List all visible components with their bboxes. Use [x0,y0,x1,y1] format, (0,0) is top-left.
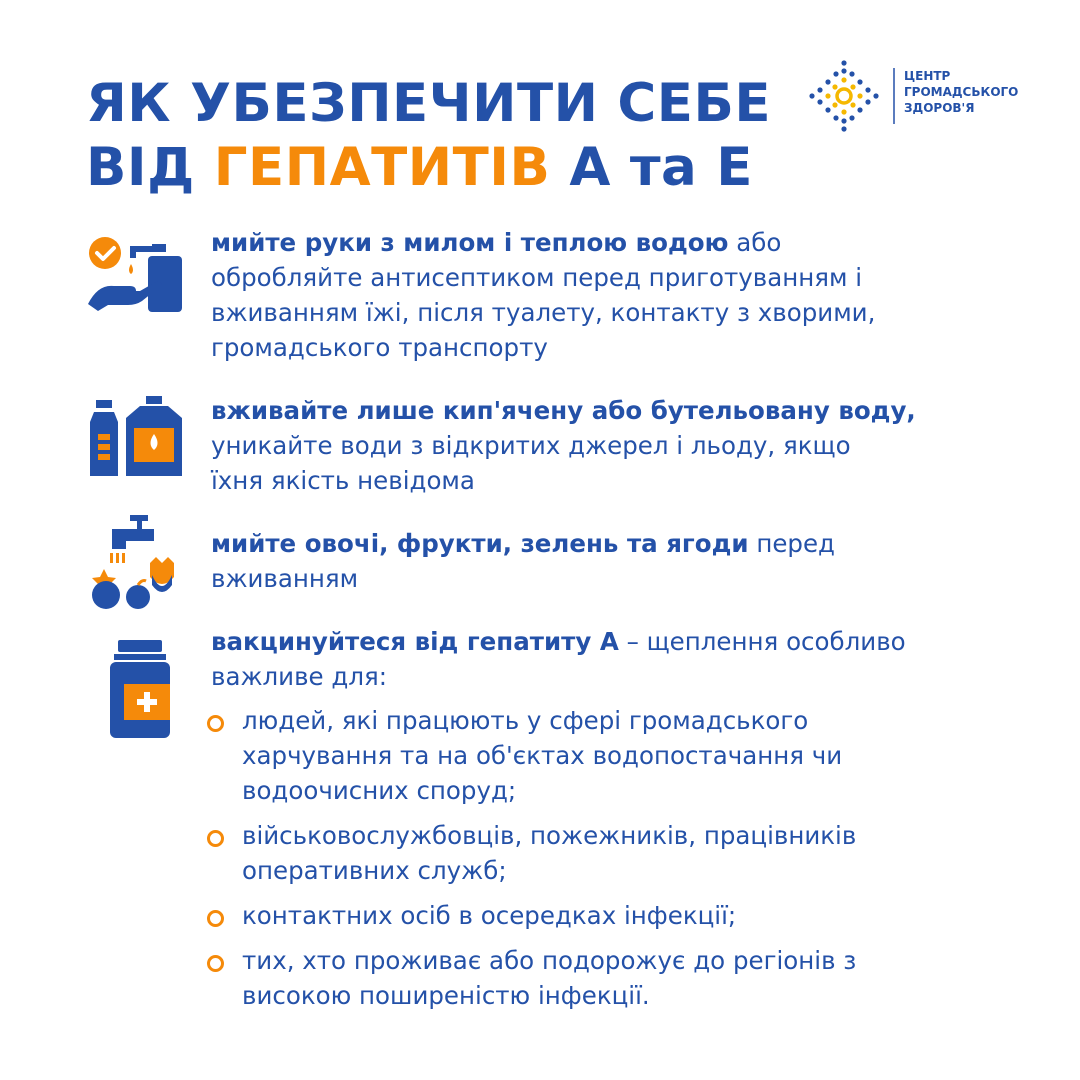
bullet-circle-icon [207,955,224,972]
logo-text [904,68,1018,116]
title-highlight: ГЕПАТИТІВ [213,137,551,198]
bullet-circle-icon [207,830,224,847]
bullet-circle-icon [207,715,224,732]
list-item [206,703,856,808]
logo-line-2: ГРОМАДСЬКОГО [904,85,1019,99]
bullet-line: високою поширеністю інфекції. [242,981,650,1010]
vaccine-jar-icon [110,640,170,738]
item-rest: перед [748,529,835,558]
item-line: уникайте води з відкритих джерел і льоду, якщо [211,431,851,460]
item-line: вживанням [211,564,359,593]
item-line: обробляйте антисептиком перед приготуванням і [211,263,863,292]
bullet-line: харчування та на об'єктах водопостачання чи [242,741,843,770]
logo-line-1: ЦЕНТР [904,69,951,83]
bullet-line: контактних осіб в осередках інфекції; [242,901,737,930]
bullet-circle-icon [207,910,224,927]
bullet-line: людей, які працюють у сфері громадського [242,706,809,735]
title-line-2 [86,136,771,200]
item-line [211,225,875,260]
item-line [211,393,916,428]
item-produce-text [211,526,835,596]
title-prefix: ВІД [86,137,214,198]
list-item [206,898,856,933]
list-item [206,818,856,888]
logo-line-3: ЗДОРОВ'Я [904,101,975,115]
item-line: важливе для: [211,662,387,691]
item-handwash-text [211,225,875,365]
item-rest: – щеплення особливо [618,627,906,656]
item-bold: мийте овочі, фрукти, зелень та ягоди [211,529,749,558]
page-title [86,72,771,200]
bullet-line: військовослужбовців, пожежників, працівників [242,821,857,850]
risk-groups-list [206,703,856,1023]
item-line [211,624,906,659]
item-bold: вживайте лише кип'ячену або бутельовану воду, [211,396,916,425]
item-line: громадського транспорту [211,333,548,362]
item-bold: мийте руки з милом і теплою водою [211,228,729,257]
item-water-text [211,393,916,498]
title-line-1: ЯК УБЕЗПЕЧИТИ СЕБЕ [86,73,772,134]
item-line: їхня якість невідома [211,466,475,495]
bullet-line: оперативних служб; [242,856,507,885]
list-item [206,943,856,1013]
bullet-line: водоочисних споруд; [242,776,517,805]
item-line: вживанням їжі, після туалету, контакту з хворими, [211,298,876,327]
item-rest: або [728,228,782,257]
bullet-line: тих, хто проживає або подорожує до регіонів з [242,946,857,975]
item-vaccine-text [211,624,906,694]
title-suffix: А та Е [550,137,753,198]
water-bottles-icon [88,394,186,480]
item-bold: вакцинуйтеся від гепатиту А [211,627,619,656]
tap-fruits-icon [86,515,186,611]
handwash-icon [86,234,186,316]
item-line [211,526,835,561]
